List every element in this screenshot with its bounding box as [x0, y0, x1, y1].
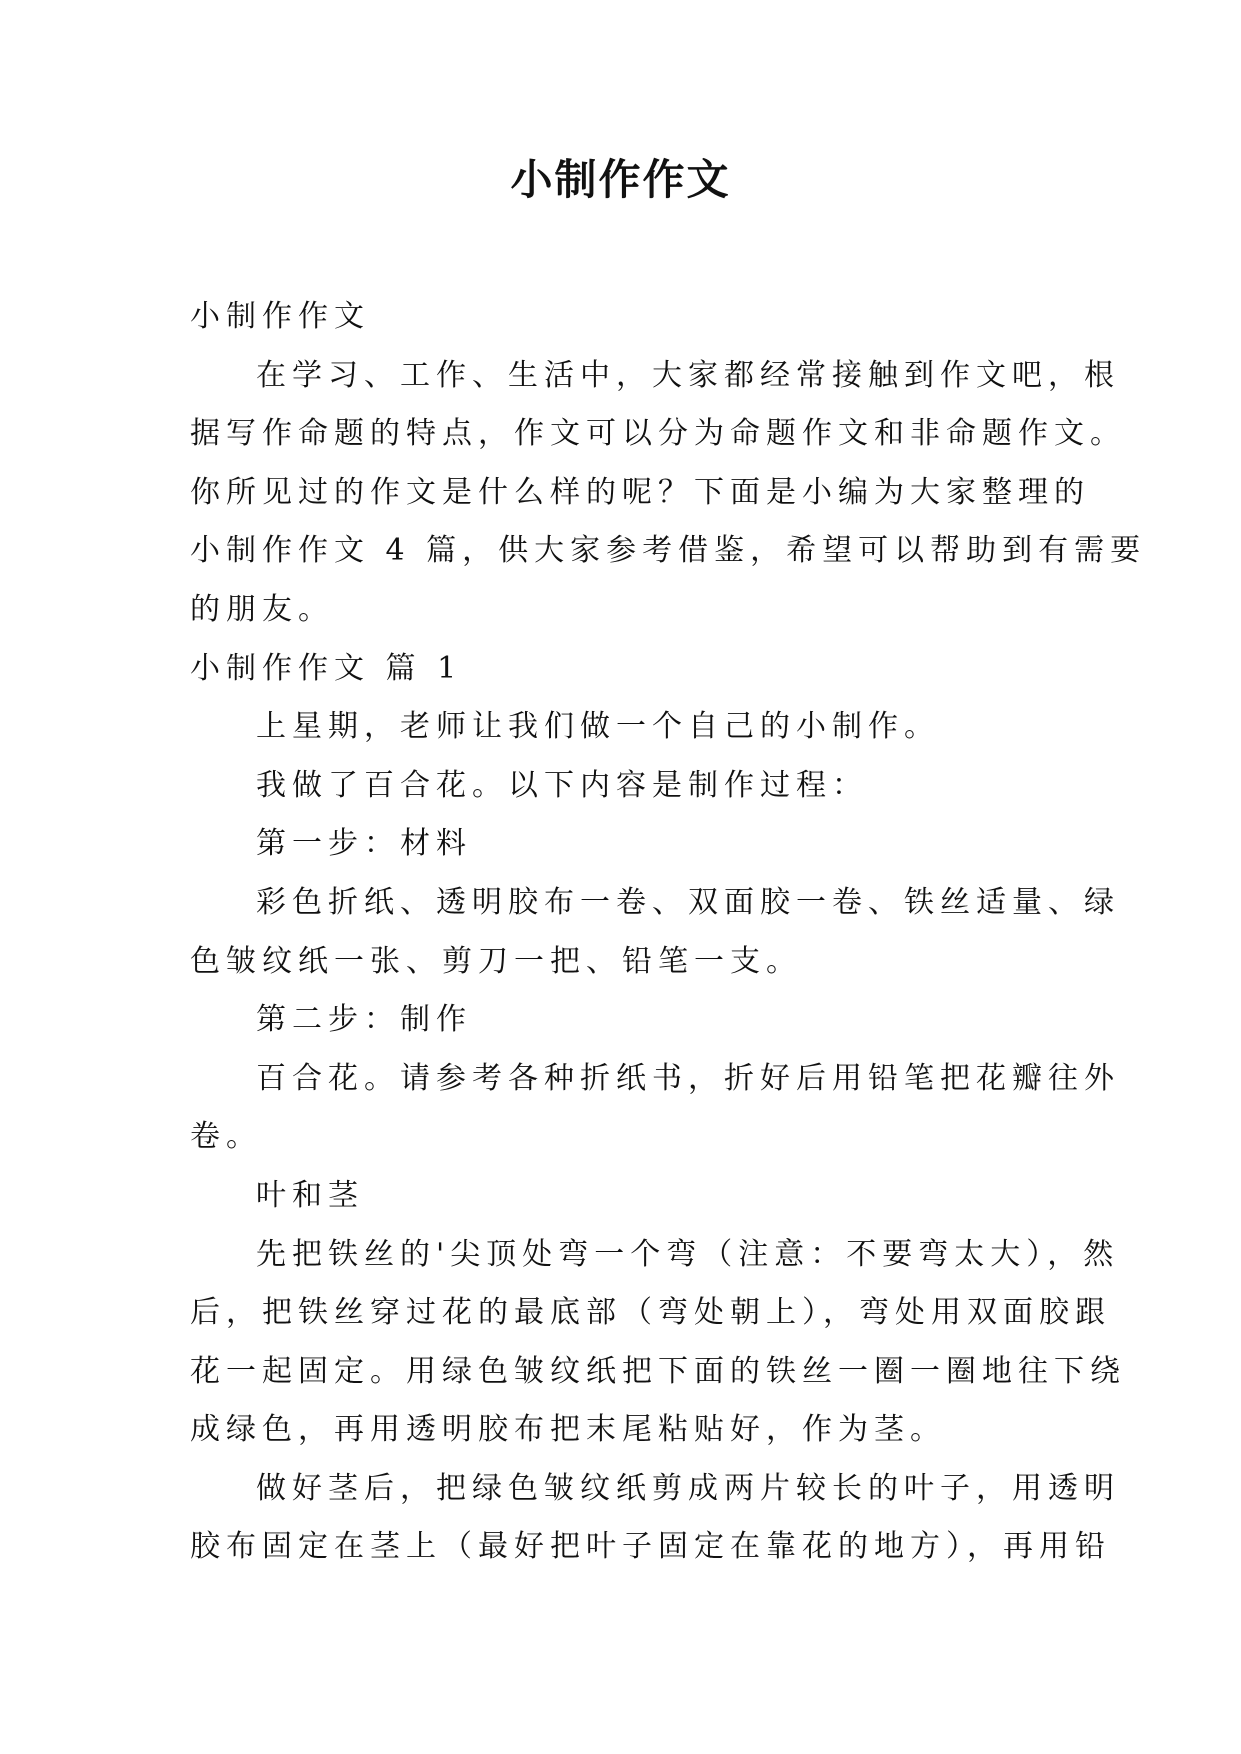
text-line: 第二步：制作: [256, 1002, 472, 1038]
text-line: 后，把铁丝穿过花的最底部（弯处朝上），弯处用双面胶跟: [190, 1295, 1111, 1331]
text-line: 第一步：材料: [256, 826, 472, 862]
text-line: 据写作命题的特点，作文可以分为命题作文和非命题作文。: [190, 416, 1126, 452]
text-line: 上星期，老师让我们做一个自己的小制作。: [256, 709, 940, 745]
text-line: 彩色折纸、透明胶布一卷、双面胶一卷、铁丝适量、绿: [256, 884, 1120, 920]
text-line: 小制作作文: [190, 299, 370, 334]
text-line: 我做了百合花。以下内容是制作过程：: [256, 767, 868, 803]
text-line: 卷。: [190, 1119, 262, 1155]
text-line: 在学习、工作、生活中，大家都经常接触到作文吧，根: [256, 357, 1120, 393]
document-title: 小制作作文: [510, 155, 731, 204]
text-line: 的朋友。: [190, 591, 334, 627]
text-line: 百合花。请参考各种折纸书，折好后用铅笔把花瓣往外: [256, 1060, 1120, 1096]
text-line: 花一起固定。用绿色皱纹纸把下面的铁丝一圈一圈地往下绕: [190, 1353, 1126, 1389]
text-line: 先把铁丝的'尖顶处弯一个弯（注意：不要弯太大），然: [256, 1236, 1120, 1272]
text-line: 你所见过的作文是什么样的呢？下面是小编为大家整理的: [190, 474, 1090, 510]
text-line: 色皱纹纸一张、剪刀一把、铅笔一支。: [190, 943, 802, 979]
text-line: 小制作作文 篇 1: [190, 650, 463, 686]
text-line: 小制作作文 4 篇，供大家参考借鉴，希望可以帮助到有需要: [190, 533, 1147, 569]
text-line: 胶布固定在茎上（最好把叶子固定在靠花的地方），再用铅: [190, 1529, 1111, 1565]
text-line: 做好茎后，把绿色皱纹纸剪成两片较长的叶子，用透明: [256, 1470, 1120, 1506]
document-body: [190, 288, 1147, 1577]
text-line: 叶和茎: [256, 1177, 364, 1213]
text-line: 成绿色，再用透明胶布把末尾粘贴好，作为茎。: [190, 1412, 946, 1448]
